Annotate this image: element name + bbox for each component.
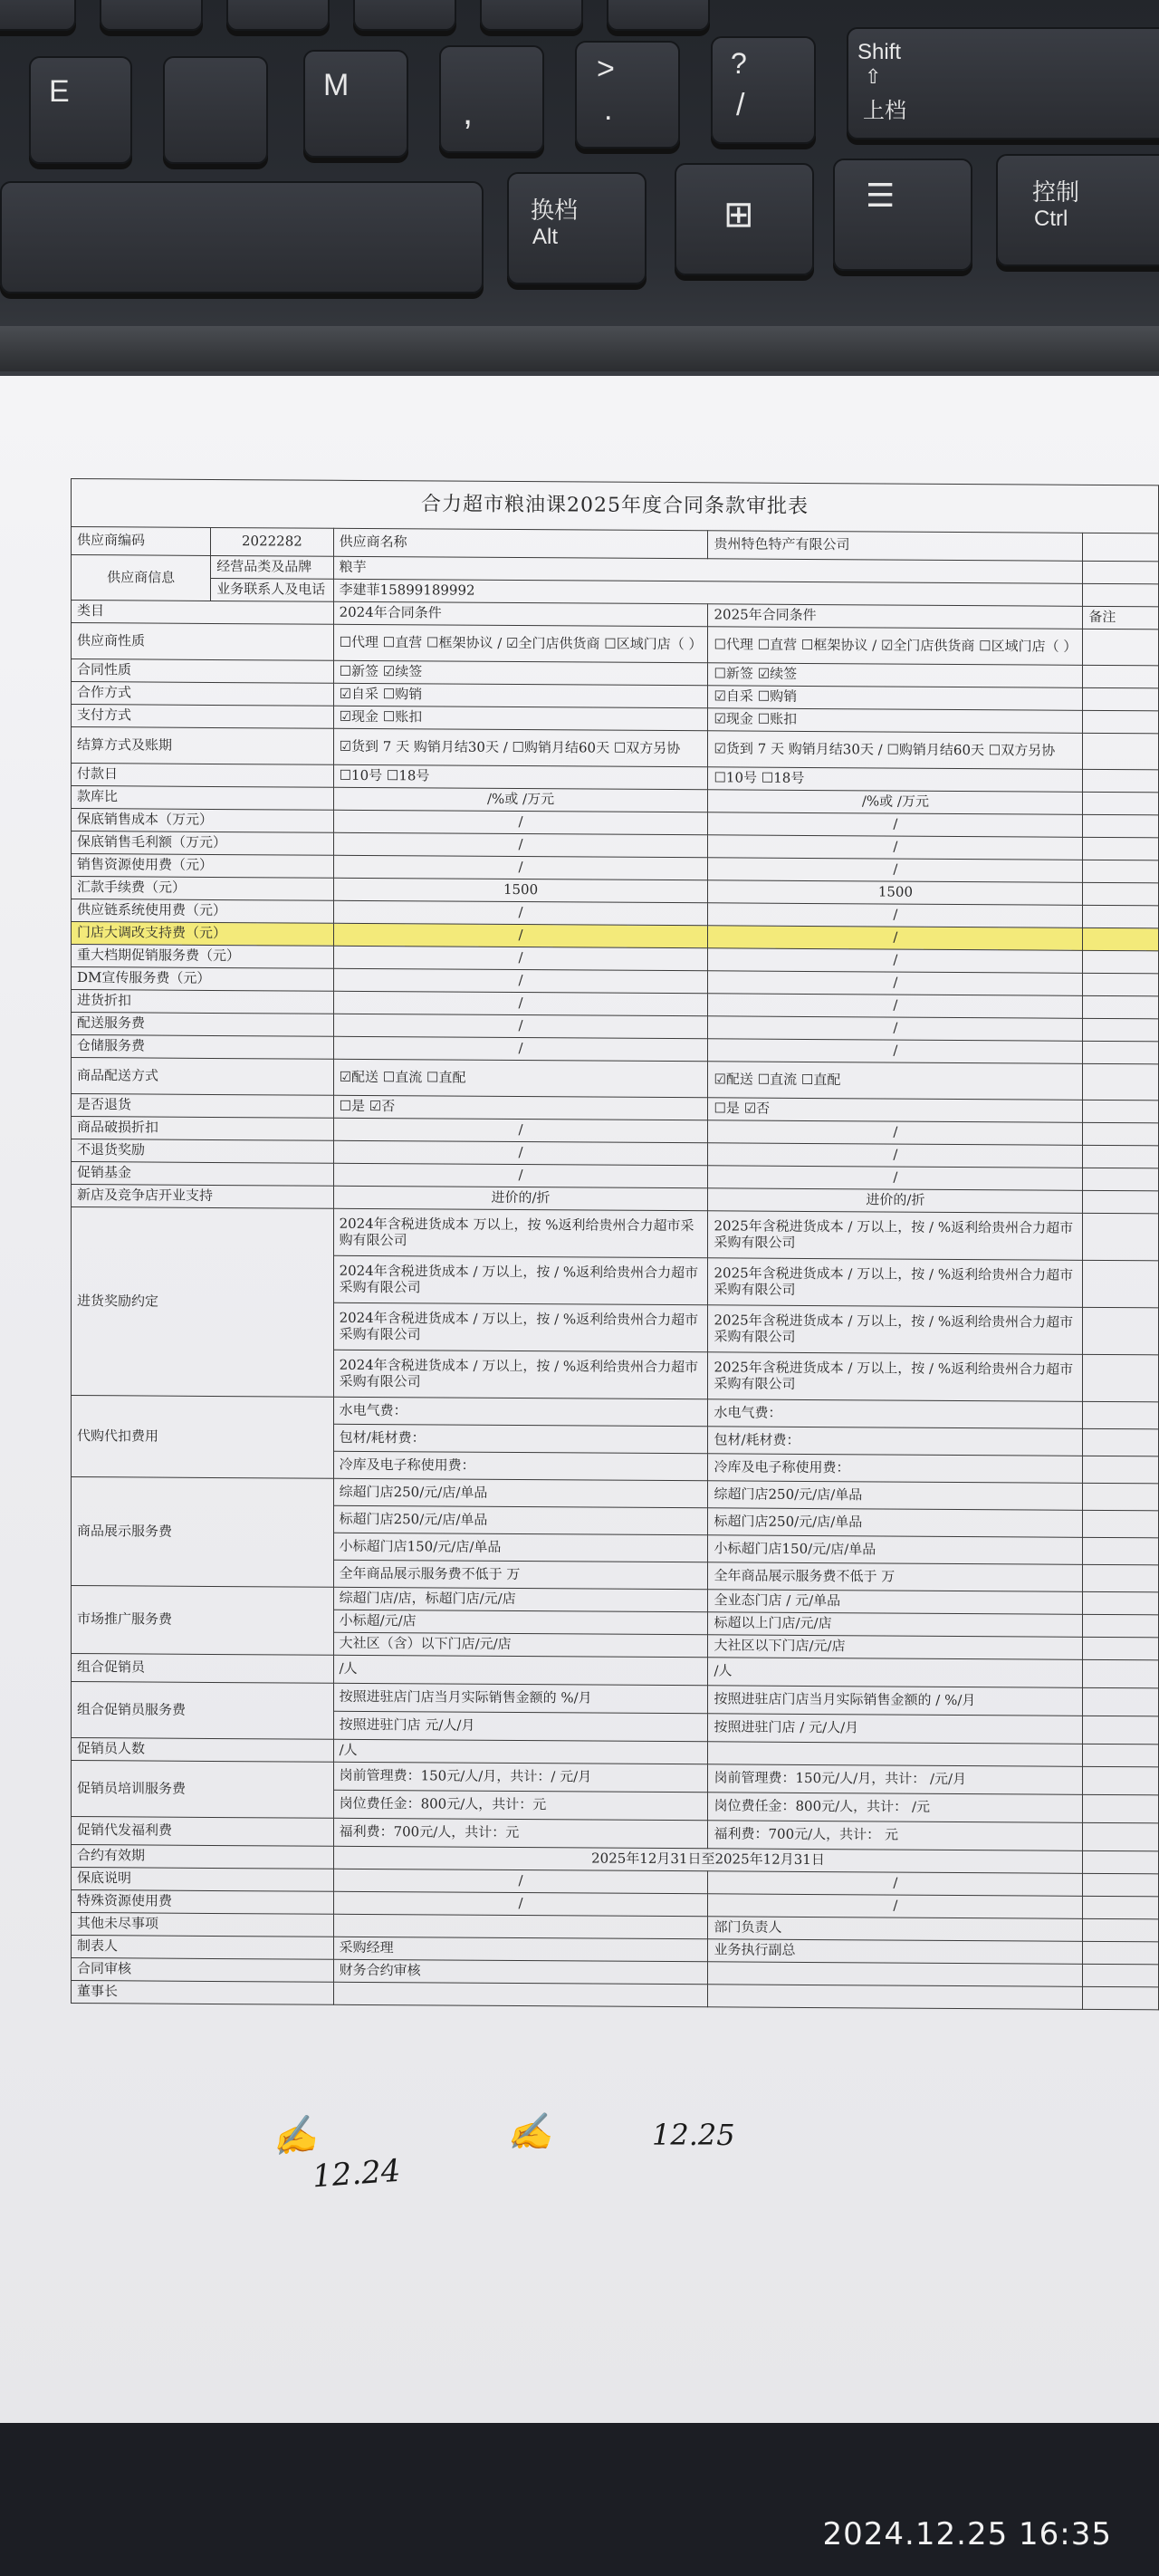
- row-label: 款库比: [72, 786, 334, 811]
- display-2025: 综超门店250/元/店/单品: [708, 1481, 1083, 1511]
- special-2024: /: [333, 1891, 708, 1917]
- dark-background: [0, 2423, 1159, 2576]
- buyer-label: 采购经理: [333, 1937, 708, 1962]
- display-2025: 小标超门店150/元/店/单品: [708, 1535, 1083, 1565]
- row-remark: [1083, 973, 1159, 996]
- row-remark: [1083, 687, 1159, 711]
- row-2024: /%或 /万元: [333, 787, 708, 812]
- agency-2025: 冷库及电子称使用费：: [708, 1454, 1083, 1484]
- blank-cell: [333, 1982, 708, 2007]
- incentive-2025: 2025年含税进货成本 / 万以上，按 / %返利给贵州合力超市采购有限公司: [708, 1211, 1083, 1261]
- promoter-service-2025-b: 按照进驻门店 / 元/人/月: [708, 1714, 1083, 1745]
- row-2025: /: [708, 994, 1083, 1019]
- blank-cell: [1083, 1659, 1159, 1688]
- review-label: 合同审核: [72, 1958, 334, 1983]
- row-label: 进货折扣: [72, 990, 334, 1014]
- row-label: 供应链系统使用费（元）: [72, 899, 334, 924]
- key-ctrl: 控制 Ctrl: [996, 154, 1159, 266]
- key-top-3: [226, 0, 330, 31]
- market-label: 市场推广服务费: [72, 1586, 334, 1656]
- guarantee-2025: /: [708, 1871, 1083, 1897]
- display-label: 商品展示服务费: [72, 1477, 334, 1588]
- row-label: 销售资源使用费（元）: [72, 854, 334, 879]
- promoter-service-label: 组合促销员服务费: [72, 1682, 334, 1740]
- row-2024: 进价的/折: [333, 1186, 708, 1211]
- row-2024: /: [333, 1163, 708, 1188]
- form-title: 合力超市粮油课2025年度合同条款审批表: [72, 479, 1159, 533]
- agency-label: 代购代扣费用: [72, 1396, 334, 1479]
- exec-label: 业务执行副总: [708, 1939, 1083, 1965]
- category-label: 类目: [72, 601, 334, 625]
- agency-2025: 包材/耗材费：: [708, 1427, 1083, 1456]
- row-remark: [1083, 882, 1159, 906]
- validity-value: 2025年12月31日至2025年12月31日: [333, 1846, 1083, 1873]
- incentive-2025: 2025年含税进货成本 / 万以上，按 / %返利给贵州合力超市采购有限公司: [708, 1352, 1083, 1402]
- key-top-5: [480, 0, 583, 31]
- row-remark: [1083, 1018, 1159, 1042]
- row-remark: [1083, 814, 1159, 838]
- row-label: 促销基金: [72, 1162, 334, 1187]
- row-2024: ☑配送 ☐直流 ☐直配: [333, 1059, 708, 1098]
- chairman-label: 董事长: [72, 1981, 334, 2005]
- row-remark: [1083, 837, 1159, 860]
- market-2024: 综超门店/店，标超门店/元/店: [333, 1587, 708, 1612]
- row-2025: 1500: [708, 880, 1083, 906]
- key-top-2: [100, 0, 203, 31]
- row-2025: /: [708, 971, 1083, 996]
- row-remark: [1083, 1510, 1159, 1538]
- row-2024: /: [333, 900, 708, 926]
- row-2025: /: [708, 812, 1083, 838]
- row-remark: [1083, 1041, 1159, 1064]
- key-period: > .: [575, 41, 680, 149]
- row-2024: 1500: [333, 878, 708, 903]
- row-remark: [1083, 1354, 1159, 1402]
- row-remark: [1083, 1307, 1159, 1355]
- blank-cell: [1083, 1744, 1159, 1767]
- agency-2025: 水电气费：: [708, 1399, 1083, 1429]
- blank-cell: [1083, 583, 1159, 607]
- row-2025: /: [708, 948, 1083, 974]
- row-label: 是否退货: [72, 1094, 334, 1119]
- other-label: 其他未尽事项: [72, 1913, 334, 1937]
- row-2024: ☐新签 ☑续签: [333, 660, 708, 686]
- row-2024: /: [333, 1118, 708, 1143]
- contact-value: 李建菲15899189992: [333, 579, 1083, 606]
- row-2025: /: [708, 1166, 1083, 1191]
- promoter-service-2025-a: 按照进驻店门店当月实际销售金额的 / %/月: [708, 1686, 1083, 1716]
- supplier-name-label: 供应商名称: [333, 528, 708, 559]
- row-remark: [1083, 1213, 1159, 1261]
- row-2024: ☐代理 ☐直营 ☐框架协议 / ☑全门店供货商 ☐区域门店（ ）: [333, 624, 708, 663]
- maker-signature-date: 12.24: [311, 2152, 402, 2196]
- key-comma: ,: [439, 45, 544, 153]
- row-2025: /: [708, 1016, 1083, 1042]
- row-label: 付款日: [72, 764, 334, 788]
- incentive-label: 进货奖励约定: [72, 1207, 334, 1398]
- promoter-service-2024-a: 按照进驻店门店当月实际销售金额的 %/月: [333, 1683, 708, 1714]
- row-2025: 进价的/折: [708, 1188, 1083, 1214]
- row-2024: ☑货到 7 天 购销月结30天 / ☐购销月结60天 ☐双方另协: [333, 728, 708, 767]
- train-2024-b: 岗位费任金：800元/人，共计：元: [333, 1790, 708, 1821]
- row-label: 商品配送方式: [72, 1058, 334, 1096]
- maker-label: 制表人: [72, 1936, 334, 1960]
- blank-cell: [1083, 1964, 1159, 1987]
- row-label: 结算方式及账期: [72, 727, 334, 765]
- blank-cell: [1083, 1766, 1159, 1795]
- row-remark: [1083, 1591, 1159, 1615]
- row-label: 重大档期促销服务费（元）: [72, 945, 334, 969]
- market-2025: 全业态门店 / 元/单品: [708, 1590, 1083, 1615]
- row-2025: ☐代理 ☐直营 ☐框架协议 / ☑全门店供货商 ☐区域门店（ ）: [708, 627, 1083, 666]
- row-2025: /: [708, 1039, 1083, 1064]
- blank-cell: [333, 1914, 708, 1939]
- market-2025: 大社区以下门店/元/店: [708, 1635, 1083, 1660]
- row-2024: /: [333, 946, 708, 971]
- finance-label: 财务合约审核: [333, 1959, 708, 1985]
- row-remark: [1083, 1614, 1159, 1638]
- display-2024: 全年商品展示服务费不低于 万: [333, 1560, 708, 1590]
- row-2024: /: [333, 991, 708, 1016]
- key-windows: ⊞: [675, 163, 814, 275]
- row-remark: [1083, 710, 1159, 734]
- remark-header: 备注: [1083, 606, 1159, 630]
- brand-value: 粮芋: [333, 556, 1083, 583]
- agency-2024: 包材/耗材费：: [333, 1424, 708, 1454]
- row-remark: [1083, 1168, 1159, 1191]
- display-2025: 标超门店250/元/店/单品: [708, 1508, 1083, 1538]
- row-remark: [1083, 1564, 1159, 1592]
- row-remark: [1083, 1483, 1159, 1511]
- blank-cell: [1083, 1794, 1159, 1823]
- promoter-2024: /人: [333, 1655, 708, 1686]
- row-label: 合同性质: [72, 659, 334, 684]
- blank-cell: [1083, 1896, 1159, 1919]
- market-2024: 小标超/元/店: [333, 1610, 708, 1635]
- incentive-2025: 2025年含税进货成本 / 万以上，按 / %返利给贵州合力超市采购有限公司: [708, 1305, 1083, 1355]
- row-2025: /: [708, 835, 1083, 860]
- key-m: M: [303, 50, 408, 158]
- market-2024: 大社区（含）以下门店/元/店: [333, 1632, 708, 1658]
- maker-signature: ✍: [269, 2112, 320, 2161]
- key-shift: Shift ⇧ 上档: [847, 27, 1159, 139]
- blank-cell: [708, 1962, 1083, 1987]
- cond-2024-header: 2024年合同条件: [333, 601, 708, 627]
- agency-2024: 水电气费：: [333, 1397, 708, 1427]
- row-remark: [1083, 733, 1159, 770]
- key-top-6: [607, 0, 710, 31]
- promoter-count-2025: [708, 1742, 1083, 1767]
- key-menu: ☰: [833, 159, 972, 271]
- display-2024: 小标超门店150/元/店/单品: [333, 1533, 708, 1562]
- row-2024: /: [333, 1014, 708, 1039]
- validity-label: 合约有效期: [72, 1845, 334, 1870]
- row-remark: [1083, 1401, 1159, 1429]
- row-label: 供应商性质: [72, 623, 334, 661]
- row-2024: ☑自采 ☐购销: [333, 683, 708, 708]
- train-2025-a: 岗前管理费：150元/人/月，共计： /元/月: [708, 1764, 1083, 1795]
- welfare-label: 促销代发福利费: [72, 1817, 334, 1847]
- row-remark: [1083, 792, 1159, 815]
- row-2025: /: [708, 858, 1083, 883]
- row-2024: /: [333, 855, 708, 880]
- train-2024-a: 岗前管理费：150元/人/月，共计：/ 元/月: [333, 1762, 708, 1793]
- dept-label: 部门负责人: [708, 1917, 1083, 1942]
- key-top-left: [0, 0, 76, 31]
- row-remark: [1083, 995, 1159, 1019]
- row-remark: [1083, 928, 1159, 951]
- row-remark: [1083, 950, 1159, 974]
- supplier-name: 贵州特色特产有限公司: [708, 531, 1083, 562]
- incentive-2024: 2024年含税进货成本 / 万以上，按 / %返利给贵州合力超市采购有限公司: [333, 1302, 708, 1352]
- supplier-code-label: 供应商编码: [72, 527, 211, 556]
- market-2025: 标超以上门店/元/店: [708, 1612, 1083, 1638]
- row-2025: /: [708, 903, 1083, 928]
- row-remark: [1083, 1100, 1159, 1123]
- row-2024: ☐10号 ☐18号: [333, 764, 708, 790]
- row-label: 汇款手续费（元）: [72, 877, 334, 901]
- row-remark: [1083, 629, 1159, 666]
- row-2024: /: [333, 968, 708, 994]
- contact-label: 业务联系人及电话: [211, 578, 333, 601]
- row-2025: ☐是 ☑否: [708, 1098, 1083, 1123]
- incentive-2024: 2024年含税进货成本 / 万以上，按 / %返利给贵州合力超市采购有限公司: [333, 1350, 708, 1399]
- row-2025: ☑配送 ☐直流 ☐直配: [708, 1062, 1083, 1101]
- promoter-service-2024-b: 按照进驻门店 元/人/月: [333, 1711, 708, 1742]
- blank-cell: [1083, 1822, 1159, 1851]
- key-space: [0, 181, 484, 293]
- row-2025: ☐10号 ☐18号: [708, 767, 1083, 793]
- blank-cell: [1083, 1716, 1159, 1745]
- row-remark: [1083, 1637, 1159, 1660]
- row-2025: ☑自采 ☐购销: [708, 686, 1083, 711]
- row-2024: ☐是 ☑否: [333, 1095, 708, 1120]
- row-label: 支付方式: [72, 705, 334, 729]
- key-slash: ? /: [711, 36, 816, 144]
- row-2025: ☐新签 ☑续签: [708, 663, 1083, 688]
- blank-cell: [1083, 1873, 1159, 1897]
- key-blank: [163, 56, 268, 164]
- row-2024: /: [333, 1140, 708, 1166]
- blank-cell: [708, 1985, 1083, 2010]
- row-label: 新店及竞争店开业支持: [72, 1185, 334, 1209]
- welfare-2025: 福利费：700元/人，共计： 元: [708, 1821, 1083, 1851]
- row-label: 商品破损折扣: [72, 1117, 334, 1141]
- blank-cell: [1083, 1918, 1159, 1942]
- row-label: 保底销售毛利额（万元）: [72, 831, 334, 856]
- incentive-2024: 2024年含税进货成本 / 万以上，按 / %返利给贵州合力超市采购有限公司: [333, 1255, 708, 1305]
- approval-form: [71, 478, 1159, 2010]
- blank-cell: [1083, 533, 1159, 562]
- display-2024: 综超门店250/元/店/单品: [333, 1478, 708, 1508]
- row-2025: /: [708, 1120, 1083, 1146]
- row-remark: [1083, 1145, 1159, 1168]
- row-2025: ☑现金 ☐账扣: [708, 708, 1083, 734]
- row-2024: ☑现金 ☐账扣: [333, 706, 708, 731]
- keyboard-edge: [0, 326, 1159, 371]
- row-2024: /: [333, 1036, 708, 1062]
- promoter-count-2024: /人: [333, 1739, 708, 1764]
- supplier-info-label: 供应商信息: [72, 555, 211, 601]
- row-remark: [1083, 1537, 1159, 1565]
- row-remark: [1083, 1260, 1159, 1308]
- row-label: 合作方式: [72, 682, 334, 706]
- row-label: 门店大调改支持费（元）: [72, 922, 334, 947]
- row-remark: [1083, 665, 1159, 688]
- train-2025-b: 岗位费任金：800元/人，共计： /元: [708, 1793, 1083, 1823]
- supplier-code: 2022282: [211, 527, 333, 556]
- buyer-signature-date: 12.25: [652, 2118, 735, 2152]
- row-2024: /: [333, 923, 708, 948]
- row-2024: /: [333, 810, 708, 835]
- row-label: 不退货奖励: [72, 1139, 334, 1164]
- blank-cell: [1083, 1687, 1159, 1716]
- row-label: 仓储服务费: [72, 1035, 334, 1060]
- row-2025: /: [708, 926, 1083, 951]
- special-label: 特殊资源使用费: [72, 1890, 334, 1915]
- display-2025: 全年商品展示服务费不低于 万: [708, 1562, 1083, 1592]
- key-alt: 换档 Alt: [507, 172, 647, 284]
- row-remark: [1083, 905, 1159, 928]
- row-remark: [1083, 1122, 1159, 1146]
- keyboard-background: [0, 0, 1159, 380]
- agency-2024: 冷库及电子称使用费：: [333, 1451, 708, 1481]
- incentive-2024: 2024年含税进货成本 万以上，按 %返利给贵州合力超市采购有限公司: [333, 1208, 708, 1258]
- display-2024: 标超门店250/元/店/单品: [333, 1505, 708, 1535]
- photo-timestamp: 2024.12.25 16:35: [822, 2516, 1112, 2552]
- row-remark: [1083, 1456, 1159, 1484]
- blank-cell: [1083, 1986, 1159, 2010]
- guarantee-label: 保底说明: [72, 1868, 334, 1892]
- promoter-label: 组合促销员: [72, 1654, 334, 1684]
- blank-cell: [1083, 1941, 1159, 1965]
- row-2024: /: [333, 832, 708, 858]
- row-2025: ☑货到 7 天 购销月结30天 / ☐购销月结60天 ☐双方另协: [708, 731, 1083, 770]
- row-remark: [1083, 1428, 1159, 1456]
- buyer-signature: ✍: [507, 2111, 552, 2153]
- blank-cell: [1083, 561, 1159, 584]
- row-label: DM宣传服务费（元）: [72, 967, 334, 992]
- promoter-2025: /人: [708, 1658, 1083, 1688]
- row-remark: [1083, 769, 1159, 793]
- row-2025: /: [708, 1143, 1083, 1168]
- blank-cell: [1083, 1850, 1159, 1874]
- row-label: 保底销售成本（万元）: [72, 809, 334, 833]
- row-remark: [1083, 1063, 1159, 1101]
- guarantee-2024: /: [333, 1869, 708, 1894]
- promoter-count-label: 促销员人数: [72, 1738, 334, 1763]
- cond-2025-header: 2025年合同条件: [708, 604, 1083, 630]
- row-label: 配送服务费: [72, 1013, 334, 1037]
- key-top-4: [353, 0, 456, 31]
- row-remark: [1083, 1190, 1159, 1214]
- incentive-2025: 2025年含税进货成本 / 万以上，按 / %返利给贵州合力超市采购有限公司: [708, 1258, 1083, 1308]
- train-label: 促销员培训服务费: [72, 1761, 334, 1819]
- brand-label: 经营品类及品牌: [211, 555, 333, 579]
- row-2025: /%或 /万元: [708, 790, 1083, 815]
- row-remark: [1083, 860, 1159, 883]
- welfare-2024: 福利费：700元/人，共计：元: [333, 1818, 708, 1849]
- special-2025: /: [708, 1894, 1083, 1919]
- key-e: E: [29, 56, 132, 164]
